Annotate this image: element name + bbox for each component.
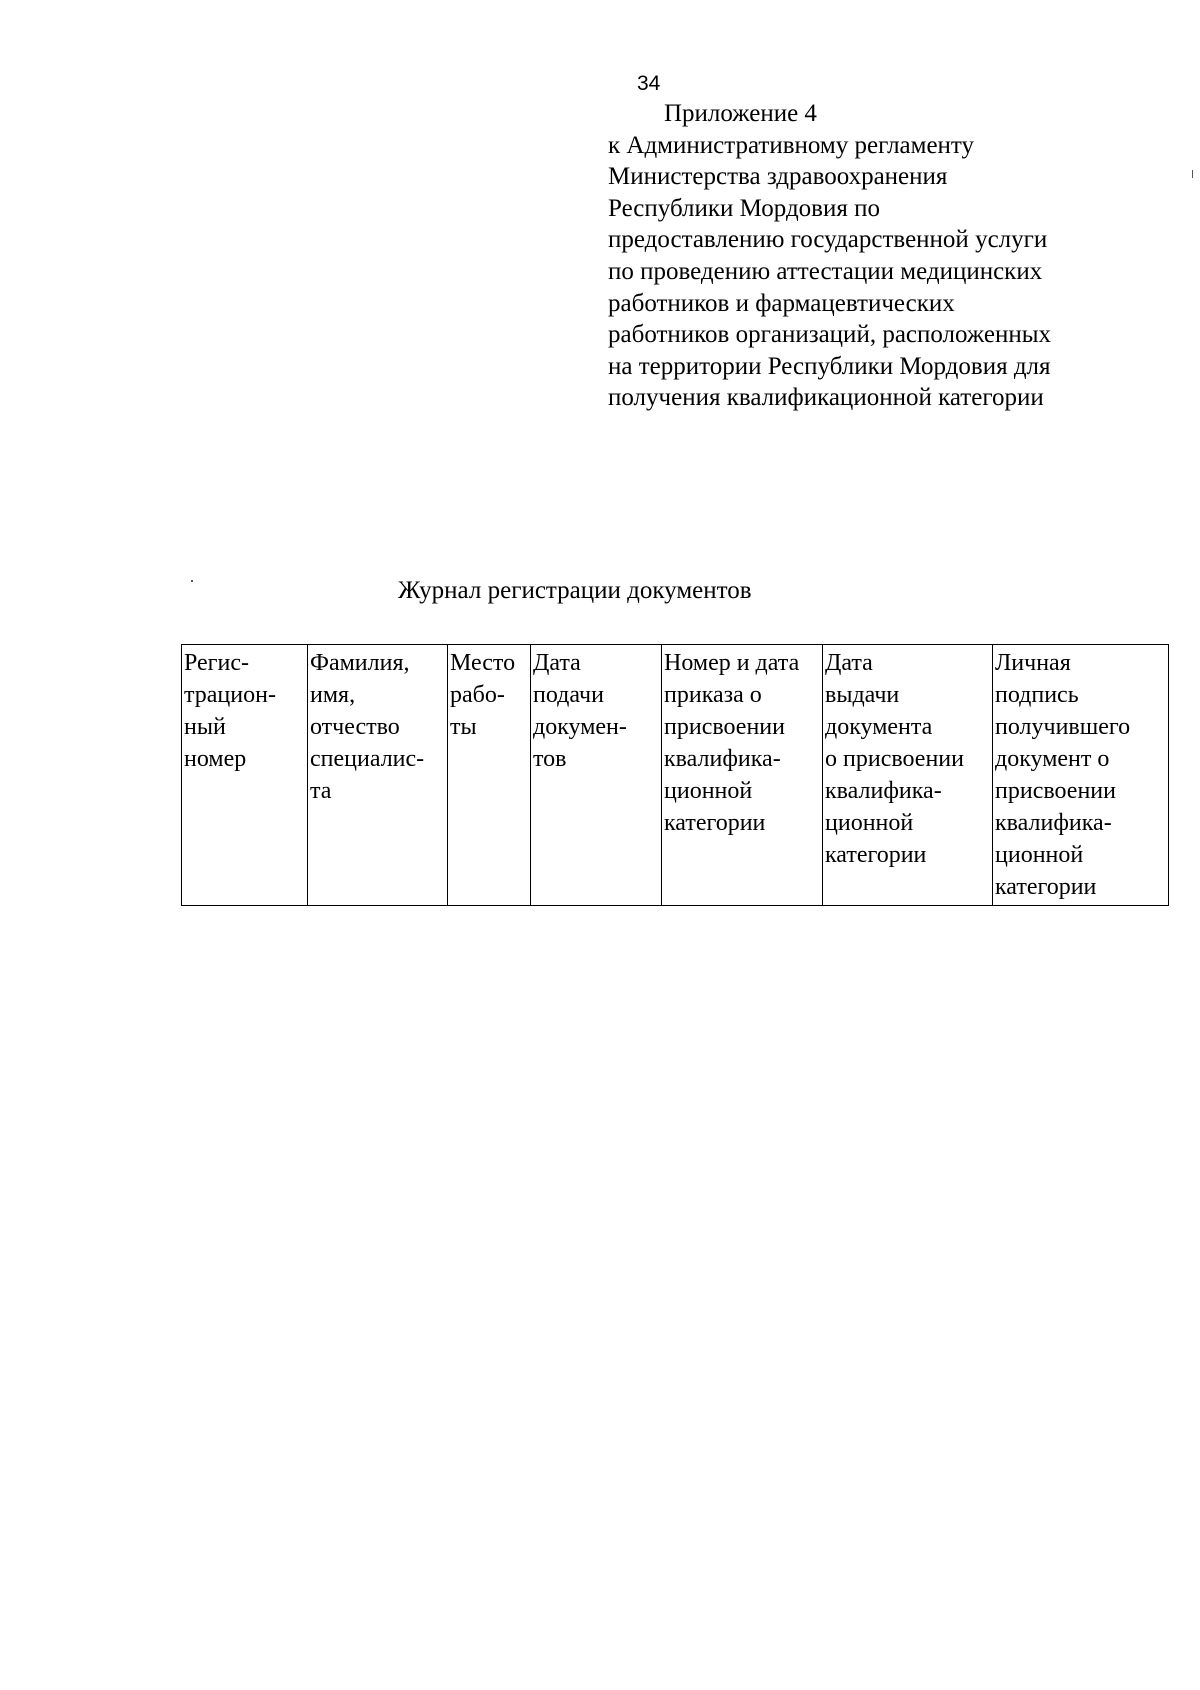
appendix-line: работников организаций, расположенных [608,321,1052,349]
table-header-row [182,645,1169,906]
header-text-line: номер [184,746,247,772]
header-text-line: тов [533,746,567,772]
header-text-line: ный [184,714,226,740]
header-text-line: квалифика- [995,810,1112,836]
header-text-line: приказа о [664,682,762,708]
appendix-title: Приложение 4 [664,100,817,127]
header-text-line: Номер и дата [664,650,800,676]
header-text-line: квалифика- [825,778,942,804]
appendix-line: предоставлению государственной услуги [608,226,1048,254]
header-submission-date [531,645,662,906]
header-text-line: квалифика- [664,746,781,772]
header-specialist-name [308,645,448,906]
header-text-line: Место [450,650,516,676]
scan-speck [191,580,193,582]
header-text-line: трацион- [184,682,276,708]
header-text-line: выдачи [825,682,900,708]
header-text-line: рабо- [450,682,505,708]
scan-speck [1192,170,1193,178]
header-text-line: категории [995,874,1097,900]
header-text-line: Дата [825,650,873,676]
header-text-line: присвоении [995,778,1116,804]
appendix-block [608,98,1168,414]
header-text-line: Фамилия, [310,650,410,676]
header-text-line: докумен- [533,714,627,740]
header-text-line: Личная [995,650,1071,676]
header-text-line: получившего [995,714,1131,740]
header-text-line: имя, [310,682,356,708]
appendix-line: Республики Мордовия по [608,194,880,222]
registration-journal-table [181,644,1169,906]
appendix-line: на территории Республики Мордовия для [608,352,1051,380]
header-text-line: документ о [995,746,1110,772]
header-recipient-signature [993,645,1169,906]
header-text-line: присвоении [664,714,785,740]
header-text-line: отчество [310,714,400,740]
header-text-line: ты [450,714,477,740]
header-text-line: о присвоении [825,746,964,772]
header-text-line: та [310,778,332,804]
header-text-line: ционной [664,778,753,804]
header-text-line: специалис- [310,746,425,772]
appendix-line: Министерства здравоохранения [608,163,948,191]
header-text-line: Регис- [184,650,250,676]
header-workplace [448,645,531,906]
header-text-line: подачи [533,682,604,708]
header-text-line: ционной [825,810,914,836]
appendix-line: получения квалификационной категории [608,384,1044,412]
appendix-line: работников и фармацевтических [608,289,955,317]
appendix-line: по проведению аттестации медицинских [608,257,1043,285]
header-issue-date [823,645,993,906]
header-registration-number [182,645,308,906]
header-text-line: Дата [533,650,581,676]
header-text-line: ционной [995,842,1084,868]
header-text-line: категории [825,842,927,868]
page-number: 34 [637,72,661,95]
header-text-line: категории [664,810,766,836]
header-text-line: подпись [995,682,1079,708]
appendix-line: к Административному регламенту [608,131,975,159]
header-text-line: документа [825,714,933,740]
journal-title: Журнал регистрации документов [398,577,752,604]
header-order-number-date [662,645,823,906]
